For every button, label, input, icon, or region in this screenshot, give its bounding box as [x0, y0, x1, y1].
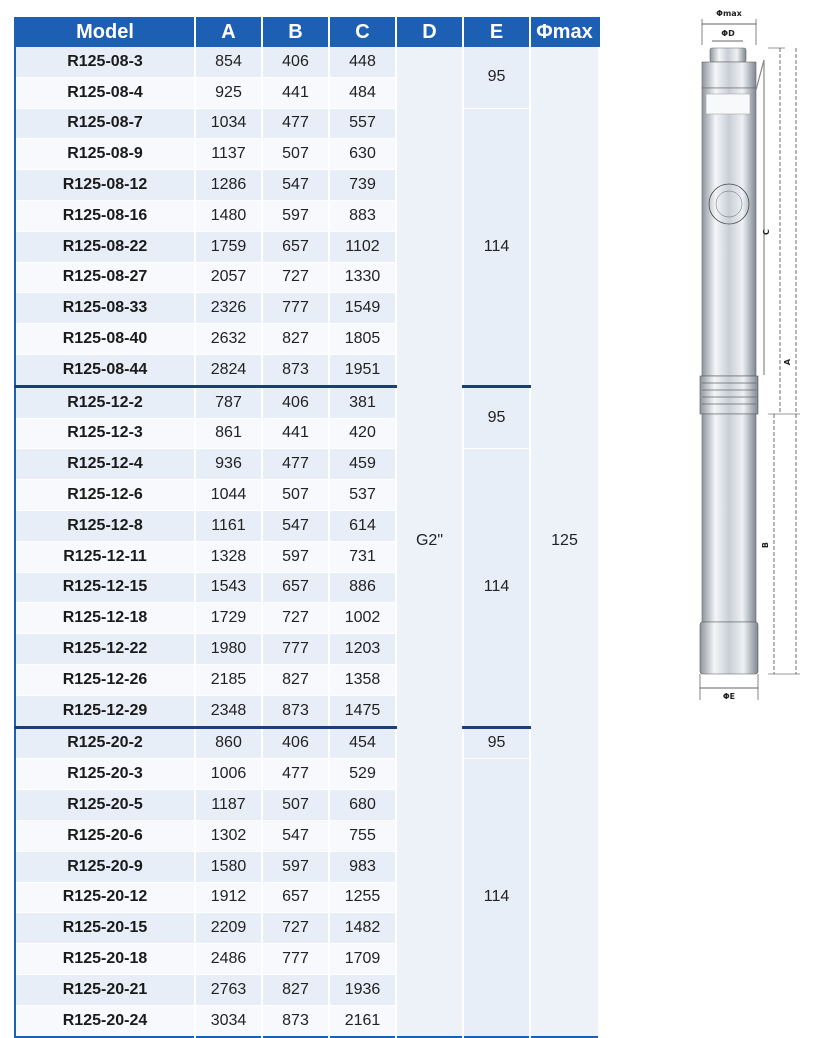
c-cell: 883	[329, 200, 396, 231]
b-cell: 827	[262, 664, 329, 695]
model-cell: R125-12-15	[15, 572, 195, 603]
model-cell: R125-08-22	[15, 231, 195, 262]
b-cell: 597	[262, 851, 329, 882]
c-cell: 459	[329, 449, 396, 480]
model-cell: R125-08-16	[15, 200, 195, 231]
table-row	[15, 727, 599, 759]
model-cell: R125-20-9	[15, 851, 195, 882]
header-c: C	[329, 17, 396, 47]
motor-base	[700, 622, 758, 674]
a-cell: 1759	[195, 231, 262, 262]
header-e: E	[463, 17, 530, 47]
a-cell: 1480	[195, 200, 262, 231]
header-phi-max: Φmax	[530, 17, 599, 47]
a-cell: 936	[195, 449, 262, 480]
c-cell: 529	[329, 759, 396, 790]
b-cell: 873	[262, 1005, 329, 1036]
model-cell: R125-12-4	[15, 449, 195, 480]
model-cell: R125-08-4	[15, 77, 195, 108]
model-cell: R125-20-15	[15, 913, 195, 944]
c-cell: 1255	[329, 882, 396, 913]
b-cell: 441	[262, 77, 329, 108]
a-cell: 1580	[195, 851, 262, 882]
model-cell: R125-08-3	[15, 47, 195, 77]
pump-motor	[702, 414, 756, 622]
a-cell: 2763	[195, 974, 262, 1005]
a-cell: 860	[195, 727, 262, 759]
pump-drawing	[680, 0, 815, 710]
a-cell: 1328	[195, 541, 262, 572]
b-cell: 547	[262, 170, 329, 201]
model-cell: R125-12-26	[15, 664, 195, 695]
table-row	[15, 108, 599, 139]
d-value-cell: G2"	[396, 47, 463, 1037]
a-cell: 2824	[195, 354, 262, 386]
a-cell: 861	[195, 418, 262, 449]
dimension-b-label: B	[761, 541, 770, 549]
b-cell: 441	[262, 418, 329, 449]
header-model: Model	[15, 17, 195, 47]
c-cell: 630	[329, 139, 396, 170]
a-cell: 1980	[195, 634, 262, 665]
a-cell: 1286	[195, 170, 262, 201]
a-cell: 1006	[195, 759, 262, 790]
a-cell: 854	[195, 47, 262, 77]
phi-max-value-cell: 125	[530, 47, 599, 1037]
pump-outlet	[710, 48, 746, 62]
model-cell: R125-20-24	[15, 1005, 195, 1036]
a-cell: 2326	[195, 293, 262, 324]
e-value-cell: 114	[463, 759, 530, 1037]
c-cell: 731	[329, 541, 396, 572]
c-cell: 614	[329, 510, 396, 541]
b-cell: 873	[262, 695, 329, 727]
c-cell: 1951	[329, 354, 396, 386]
a-cell: 1137	[195, 139, 262, 170]
header-d: D	[396, 17, 463, 47]
dimension-a-label: A	[783, 358, 792, 366]
c-cell: 1330	[329, 262, 396, 293]
model-cell: R125-20-21	[15, 974, 195, 1005]
c-cell: 1549	[329, 293, 396, 324]
c-cell: 680	[329, 790, 396, 821]
c-cell: 1805	[329, 324, 396, 355]
b-cell: 777	[262, 293, 329, 324]
e-value-cell: 114	[463, 108, 530, 386]
e-value-cell: 95	[463, 727, 530, 759]
a-cell: 1187	[195, 790, 262, 821]
spec-table	[14, 17, 600, 1038]
b-cell: 727	[262, 603, 329, 634]
pump-head	[702, 62, 756, 88]
model-cell: R125-08-44	[15, 354, 195, 386]
model-cell: R125-08-27	[15, 262, 195, 293]
b-cell: 507	[262, 480, 329, 511]
model-cell: R125-12-18	[15, 603, 195, 634]
e-value-cell: 114	[463, 449, 530, 727]
a-cell: 2057	[195, 262, 262, 293]
a-cell: 2632	[195, 324, 262, 355]
c-cell: 1482	[329, 913, 396, 944]
b-cell: 507	[262, 139, 329, 170]
b-cell: 547	[262, 510, 329, 541]
model-cell: R125-08-12	[15, 170, 195, 201]
a-cell: 1044	[195, 480, 262, 511]
b-cell: 597	[262, 541, 329, 572]
b-cell: 477	[262, 449, 329, 480]
a-cell: 1034	[195, 108, 262, 139]
model-cell: R125-12-6	[15, 480, 195, 511]
c-cell: 1936	[329, 974, 396, 1005]
c-cell: 755	[329, 820, 396, 851]
a-cell: 1729	[195, 603, 262, 634]
model-cell: R125-08-7	[15, 108, 195, 139]
c-cell: 1102	[329, 231, 396, 262]
c-cell: 1475	[329, 695, 396, 727]
model-cell: R125-12-2	[15, 386, 195, 418]
model-cell: R125-20-3	[15, 759, 195, 790]
c-cell: 484	[329, 77, 396, 108]
model-cell: R125-12-22	[15, 634, 195, 665]
phi-e-label: ΦE	[722, 692, 736, 701]
header-b: B	[262, 17, 329, 47]
c-cell: 1002	[329, 603, 396, 634]
a-cell: 2185	[195, 664, 262, 695]
phi-max-label: Φmax	[716, 9, 742, 18]
c-cell: 1709	[329, 944, 396, 975]
cable-guard	[756, 60, 764, 90]
c-cell: 2161	[329, 1005, 396, 1036]
b-cell: 477	[262, 759, 329, 790]
model-cell: R125-20-18	[15, 944, 195, 975]
b-cell: 727	[262, 262, 329, 293]
b-cell: 873	[262, 354, 329, 386]
c-cell: 454	[329, 727, 396, 759]
model-cell: R125-08-33	[15, 293, 195, 324]
b-cell: 727	[262, 913, 329, 944]
c-cell: 886	[329, 572, 396, 603]
a-cell: 925	[195, 77, 262, 108]
table-body	[15, 47, 599, 1037]
model-cell: R125-12-29	[15, 695, 195, 727]
b-cell: 657	[262, 231, 329, 262]
c-cell: 420	[329, 418, 396, 449]
c-cell: 983	[329, 851, 396, 882]
b-cell: 657	[262, 572, 329, 603]
a-cell: 787	[195, 386, 262, 418]
b-cell: 406	[262, 47, 329, 77]
phi-d-label: ΦD	[721, 29, 735, 38]
model-cell: R125-12-11	[15, 541, 195, 572]
a-cell: 2486	[195, 944, 262, 975]
table-row	[15, 47, 599, 77]
c-cell: 381	[329, 386, 396, 418]
model-cell: R125-12-8	[15, 510, 195, 541]
header-a: A	[195, 17, 262, 47]
suction-strainer	[700, 376, 758, 414]
b-cell: 827	[262, 324, 329, 355]
table-row	[15, 449, 599, 480]
table-header-row	[15, 17, 599, 47]
a-cell: 1161	[195, 510, 262, 541]
model-cell: R125-20-2	[15, 727, 195, 759]
e-value-cell: 95	[463, 47, 530, 108]
model-cell: R125-20-12	[15, 882, 195, 913]
a-cell: 3034	[195, 1005, 262, 1036]
b-cell: 406	[262, 727, 329, 759]
a-cell: 1543	[195, 572, 262, 603]
c-cell: 557	[329, 108, 396, 139]
b-cell: 507	[262, 790, 329, 821]
c-cell: 1203	[329, 634, 396, 665]
pump-body	[702, 88, 756, 376]
model-cell: R125-08-9	[15, 139, 195, 170]
c-cell: 1358	[329, 664, 396, 695]
b-cell: 777	[262, 634, 329, 665]
dimension-c-label: C	[762, 229, 771, 235]
c-cell: 739	[329, 170, 396, 201]
b-cell: 477	[262, 108, 329, 139]
model-cell: R125-20-5	[15, 790, 195, 821]
table-row	[15, 759, 599, 790]
a-cell: 1912	[195, 882, 262, 913]
a-cell: 2209	[195, 913, 262, 944]
b-cell: 827	[262, 974, 329, 1005]
table-row	[15, 386, 599, 418]
c-cell: 448	[329, 47, 396, 77]
b-cell: 547	[262, 820, 329, 851]
b-cell: 777	[262, 944, 329, 975]
c-cell: 537	[329, 480, 396, 511]
e-value-cell: 95	[463, 386, 530, 449]
b-cell: 657	[262, 882, 329, 913]
model-cell: R125-20-6	[15, 820, 195, 851]
b-cell: 597	[262, 200, 329, 231]
model-cell: R125-12-3	[15, 418, 195, 449]
model-cell: R125-08-40	[15, 324, 195, 355]
a-cell: 2348	[195, 695, 262, 727]
a-cell: 1302	[195, 820, 262, 851]
b-cell: 406	[262, 386, 329, 418]
